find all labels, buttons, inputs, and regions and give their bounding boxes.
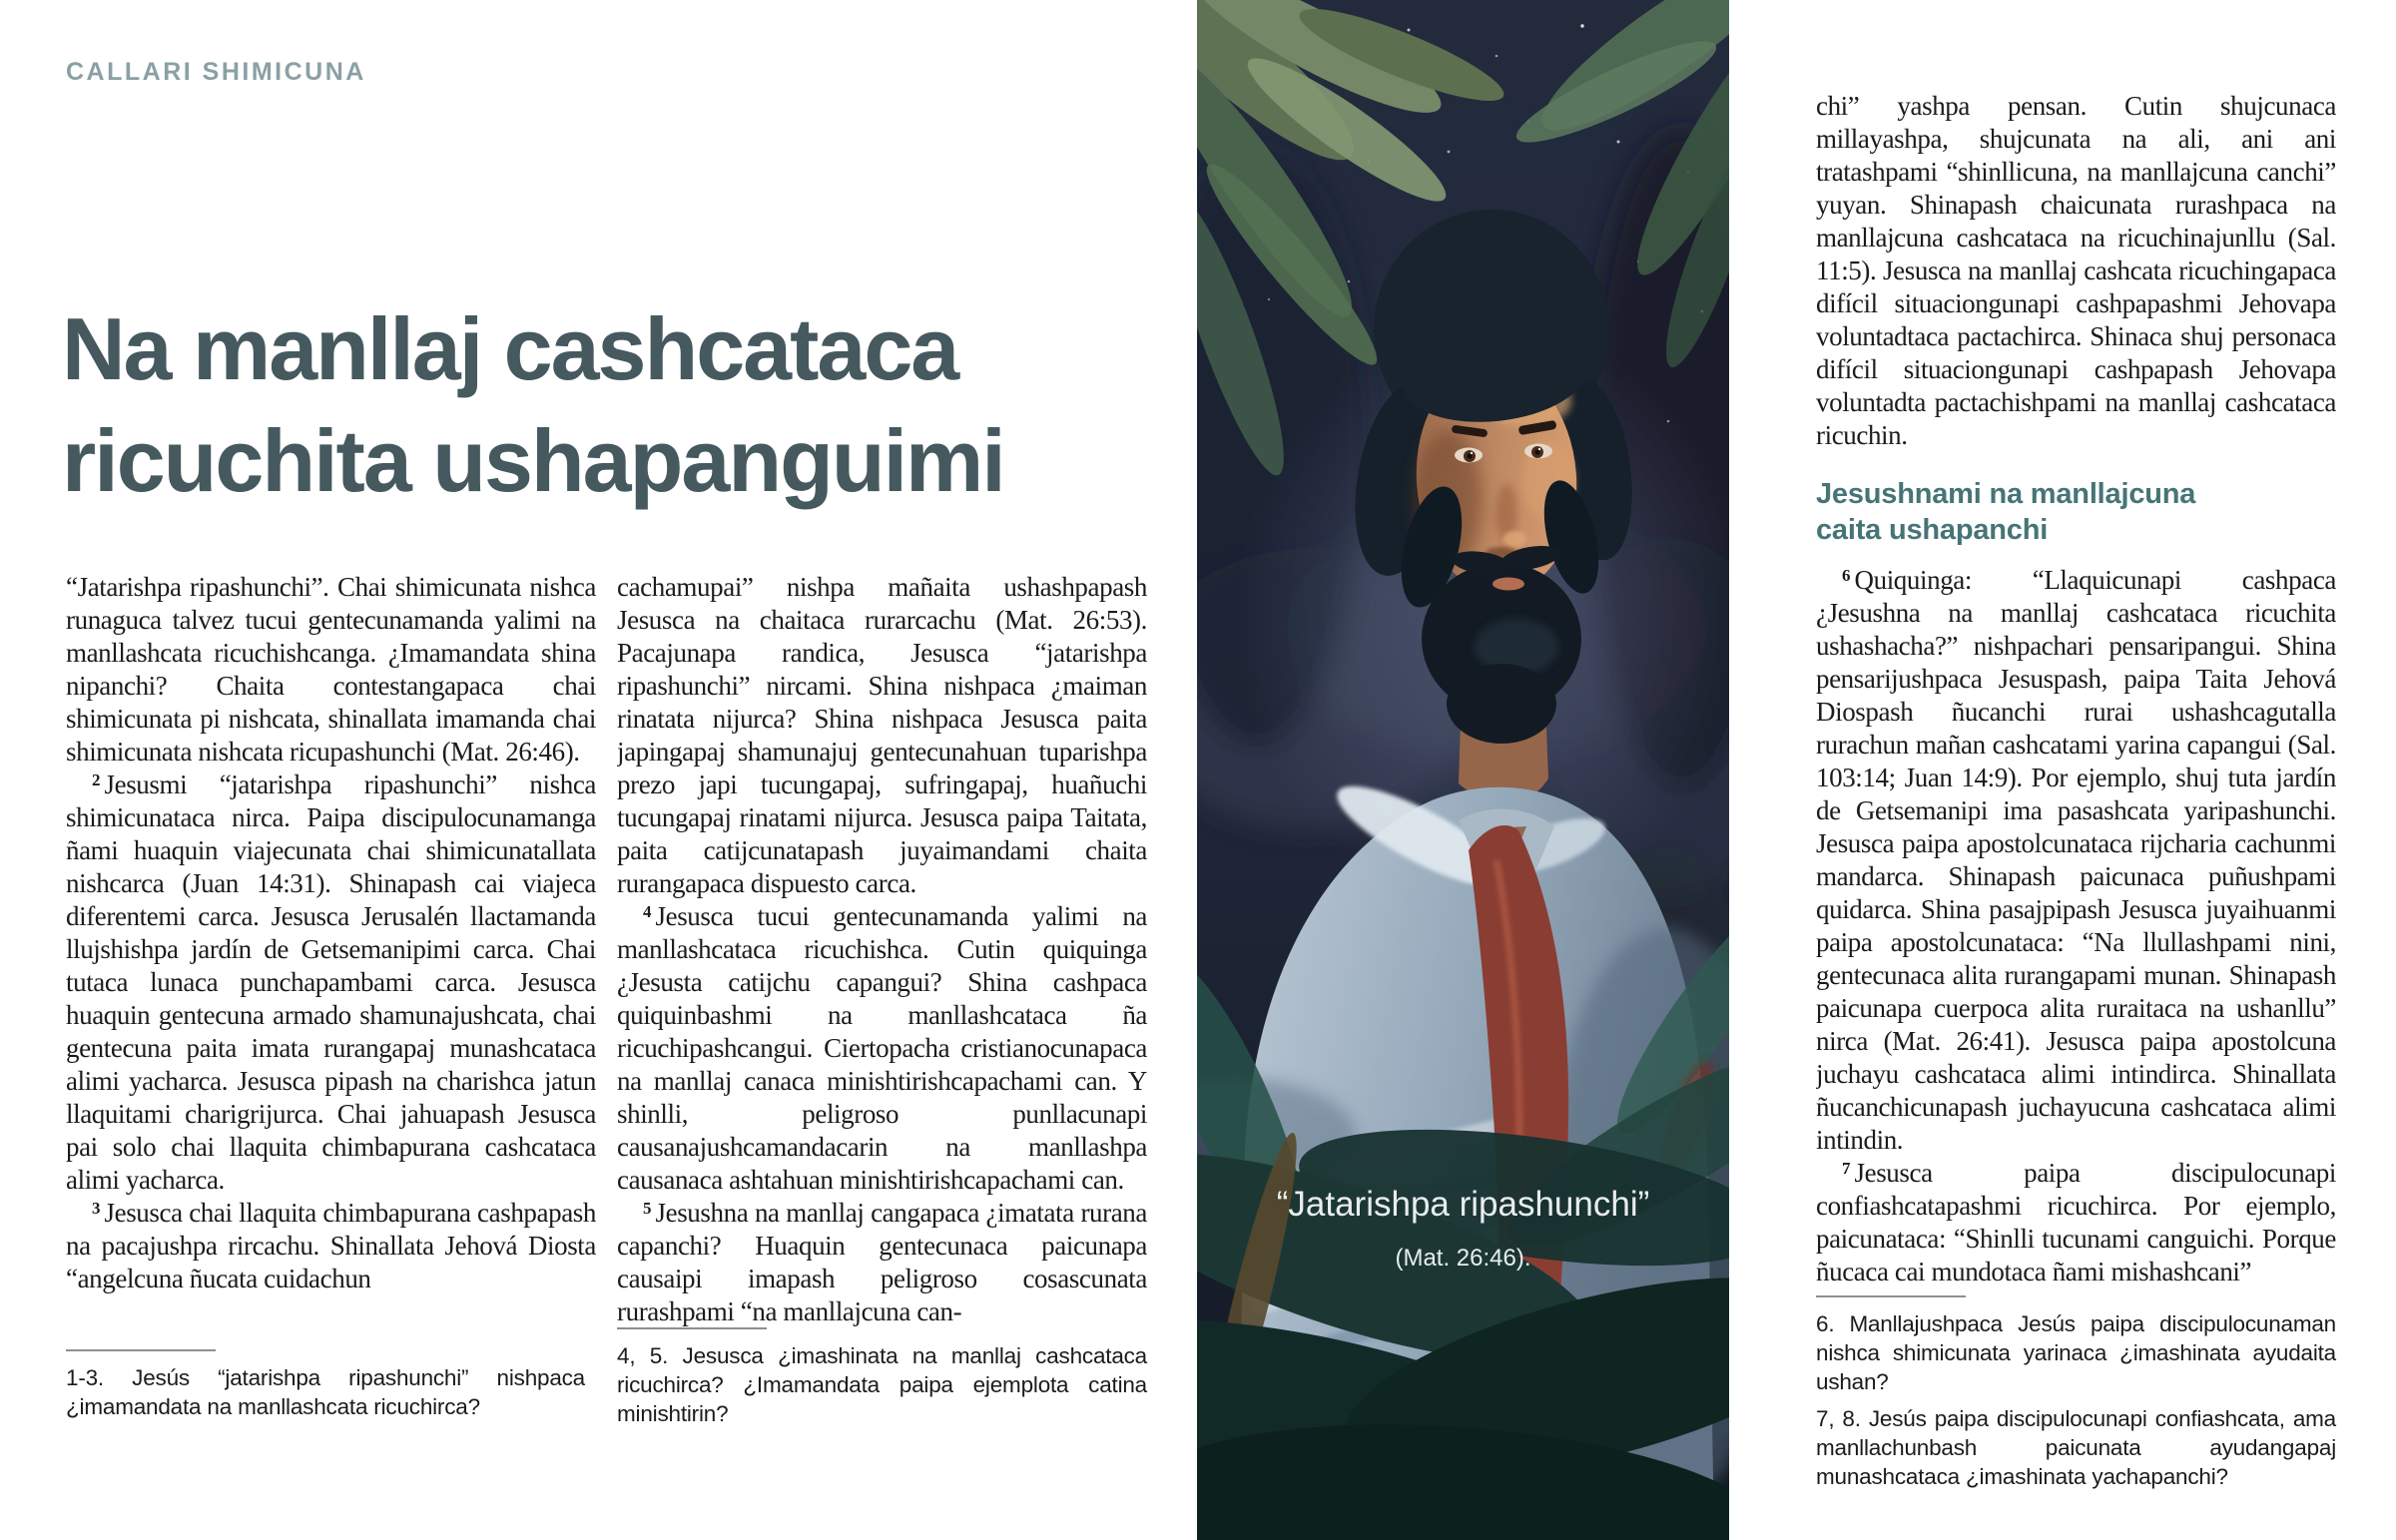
article-column-1: [66, 571, 596, 1357]
paragraph-7: $^7$ Jesusca paipa discipulocunapi confiashcatapashmi ricuchirca. Por ejemplo, paicunataca: “Shinlli tucunami canguichi. Porque ñucaca cai mundotaca ñami mishashcani”: [1816, 1158, 2336, 1286]
paragraph-5: $^5$ Jesushna na manllaj cangapaca ¿imatata rurana capanchi? Huaquin gentecunaca paicunapa causaipi imapash peligroso cosascunata rurashpami “na manllajcuna can-: [617, 1198, 1147, 1326]
section-kicker: CALLARI SHIMICUNA: [66, 58, 366, 86]
paragraph-5-continuation: chi” yashpa pensan. Cutin shujcunaca millayashpa, shujcunata na ali, ani ani tratashpami “shinllicuna, na manllajcuna canchi” yuyan. Shinapash chaicunata rurashpaca na manllajcuna cashcataca na ricuchinajunllu (Sal. 11:5). Jesusca na manllaj cashcata ricuchingapaca difícil situaciongunapi cashpapashmi Jehovapa voluntadtaca pactachirca. Shinaca shuj personaca difícil situaciongunapi cashpapash Jehovapa voluntadta pactachishpami na manllaj cashcataca ricuchin.: [1816, 91, 2336, 450]
footnote-divider: [1816, 1295, 1966, 1297]
article-title-line-2: ricuchita ushapanguimi: [62, 411, 1004, 510]
paragraph-number-6: 6: [1842, 566, 1851, 585]
article-column-2: [617, 571, 1147, 1333]
figure-caption-block: [1197, 1186, 1729, 1273]
paragraph-number-7: 7: [1842, 1159, 1851, 1178]
paragraph-3: $^3$ Jesusca chai llaquita chimbapurana cashpapash na pacajushpa rircachu. Shinallata Jehová Diosta “angelcuna ñucata cuidachun: [66, 1198, 596, 1293]
paragraph-1: “Jatarishpa ripashunchi”. Chai shimicunata nishca runaguca talvez tucui gentecunamanda yalimi na manllashcata ricuchishcanga. ¿Imamandata shina nipanchi? Chaita contestangapaca chai shimicunata pi nishcata, shinallata imamanda chai shimicunata nishcata ricupashunchi (Mat. 26:46).: [66, 572, 596, 767]
paragraph-6: $^6$ Quiquinga: “Llaquicunapi cashpaca ¿Jesushna na manllaj cashcataca ricuchita ushashacha?” nishpachari pensaripangui. Shina pensarijushpaca Jesuspash, paipa Taita Jehová Diospash ñucanchi rurai ushashcagutalla rurachun mañan cashcatami yarina capangui (Sal. 103:14; Juan 14:9). Por ejemplo, shuj tuta jardín de Getsemanipi ima pasashcata yaripashunchi. Jesusca paipa apostolcunataca rijcharia cachunmi mandarca. Shinapash paicunaca puñushpami quidarca. Shina pasajpipash Jesusca juyaihuanmi paipa apostolcunataca: “Na llullashpami nini, gentecunaca alita rurangapami munan. Shinapash paicunapa cuerpoca alita ruraitaca na ushanllu” nirca (Mat. 26:41). Jesusca paipa apostolcuna juchayu cashcataca alimi intindirca. Shinallata ñucanchicunapash juchayucuna cashcataca alimi intindin.: [1816, 565, 2336, 1155]
figure-scripture-reference: (Mat. 26:46).: [1395, 1244, 1531, 1272]
footnote-divider: [66, 1349, 216, 1351]
paragraph-2: $^2$ Jesusmi “jatarishpa ripashunchi” nishca shimicunataca nirca. Paipa discipulocunamanga ñami huaquin viajecunata chai shimicunatallata nishcarca (Juan 14:31). Shinapash cai viajeca diferentemi carca. Jesusca Jerusalén llactamanda llujshishpa jardín de Getsemanipimi carca. Chai tutaca lunaca punchapambami carca. Jesusca huaquin gentecuna armado shamunajushcata, chai gentecuna paita imata rurangapaj munashcataca alimi yacharca. Jesusca pipash na charishca jatun llaquitami charigrijurca. Chai jahuapash Jesusca pai solo chai llaquita chimbapurana cashcataca alimi yacharca.: [66, 770, 596, 1195]
paragraph-4: $^4$ Jesusca tucui gentecunamanda yalimi na manllashcataca ricuchishca. Cutin quiquinga ¿Jesusta catijchu capangui? Shina cashpaca quiquinbashmi na manllashcataca ña ricuchipashcangui. Ciertopacha cristianocunapaca na manllaj canaca minishtirishcapachami can. Y shinlli, peligroso punllacunapi causanajushcamandacarin na manllashpa causanaca ashtahuan minishtirishcapachami can.: [617, 901, 1147, 1195]
paragraph-3-continuation: cachamupai” nishpa mañaita ushashpapash Jesusca na chaitaca rurarcachu (Mat. 26:53). Pacajunapa randica, Jesusca “jatarishpa ripashunchi” nircami. Shina nishpaca ¿maiman rinatata nijurca? Shina nishpaca Jesusca paita japingapaj shamunajuj gentecunahuan tuparishpa prezo japi tucungapaj, sufringapaj, huañuchi tucungapaj rinatami nijurca. Jesusca paipa Taitata, paita catijcunatapash juyaimandami chaita rurangapaca dispuesto carca.: [617, 572, 1147, 898]
paragraph-number-5: 5: [643, 1199, 652, 1218]
footnote-questions-1-3: [66, 1349, 585, 1421]
beard-chin: [1447, 664, 1556, 744]
footnote-text-4-5: 4, 5. Jesusca ¿imashinata na manllaj cashcataca ricuchirca? ¿Imamandata paipa ejemplota catina minishtirin?: [617, 1343, 1147, 1426]
lower-lip: [1493, 578, 1524, 591]
nose-tip-highlight: [1502, 531, 1526, 547]
footnote-text-7-8: 7, 8. Jesús paipa discipulocunapi confiashcata, ama manllachunbash paicunata ayudangapaj munashcataca ¿imashinata yachapanchi?: [1816, 1406, 2336, 1489]
paragraph-number-2: 2: [92, 770, 101, 789]
footnote-divider: [617, 1327, 767, 1329]
figure-caption: “Jatarishpa ripashunchi”: [1276, 1185, 1650, 1224]
footnote-questions-4-5: [617, 1327, 1147, 1428]
paragraph-number-4: 4: [643, 902, 652, 921]
article-illustration: [1197, 0, 1729, 1540]
jesus-gethsemane-night-painting: [1197, 0, 1729, 1540]
article-title: [62, 293, 1160, 517]
subheading-jesushnami: Jesushnami na manllajcuna caita ushapanchi: [1816, 478, 2196, 546]
footnote-text-6: 6. Manllajushpaca Jesús paipa discipulocunaman nishca shimicunata yarinaca ¿imashinata ayudaita ushan?: [1816, 1311, 2336, 1394]
article-title-line-1: Na manllaj cashcataca: [62, 299, 958, 398]
paragraph-number-3: 3: [92, 1199, 101, 1218]
footnote-questions-6-8: [1816, 1295, 2336, 1491]
article-column-3: [1816, 90, 2336, 1291]
footnote-text-1-3: 1-3. Jesús “jatarishpa ripashunchi” nishpaca ¿imamandata na manllashcata ricuchirca?: [66, 1365, 585, 1419]
